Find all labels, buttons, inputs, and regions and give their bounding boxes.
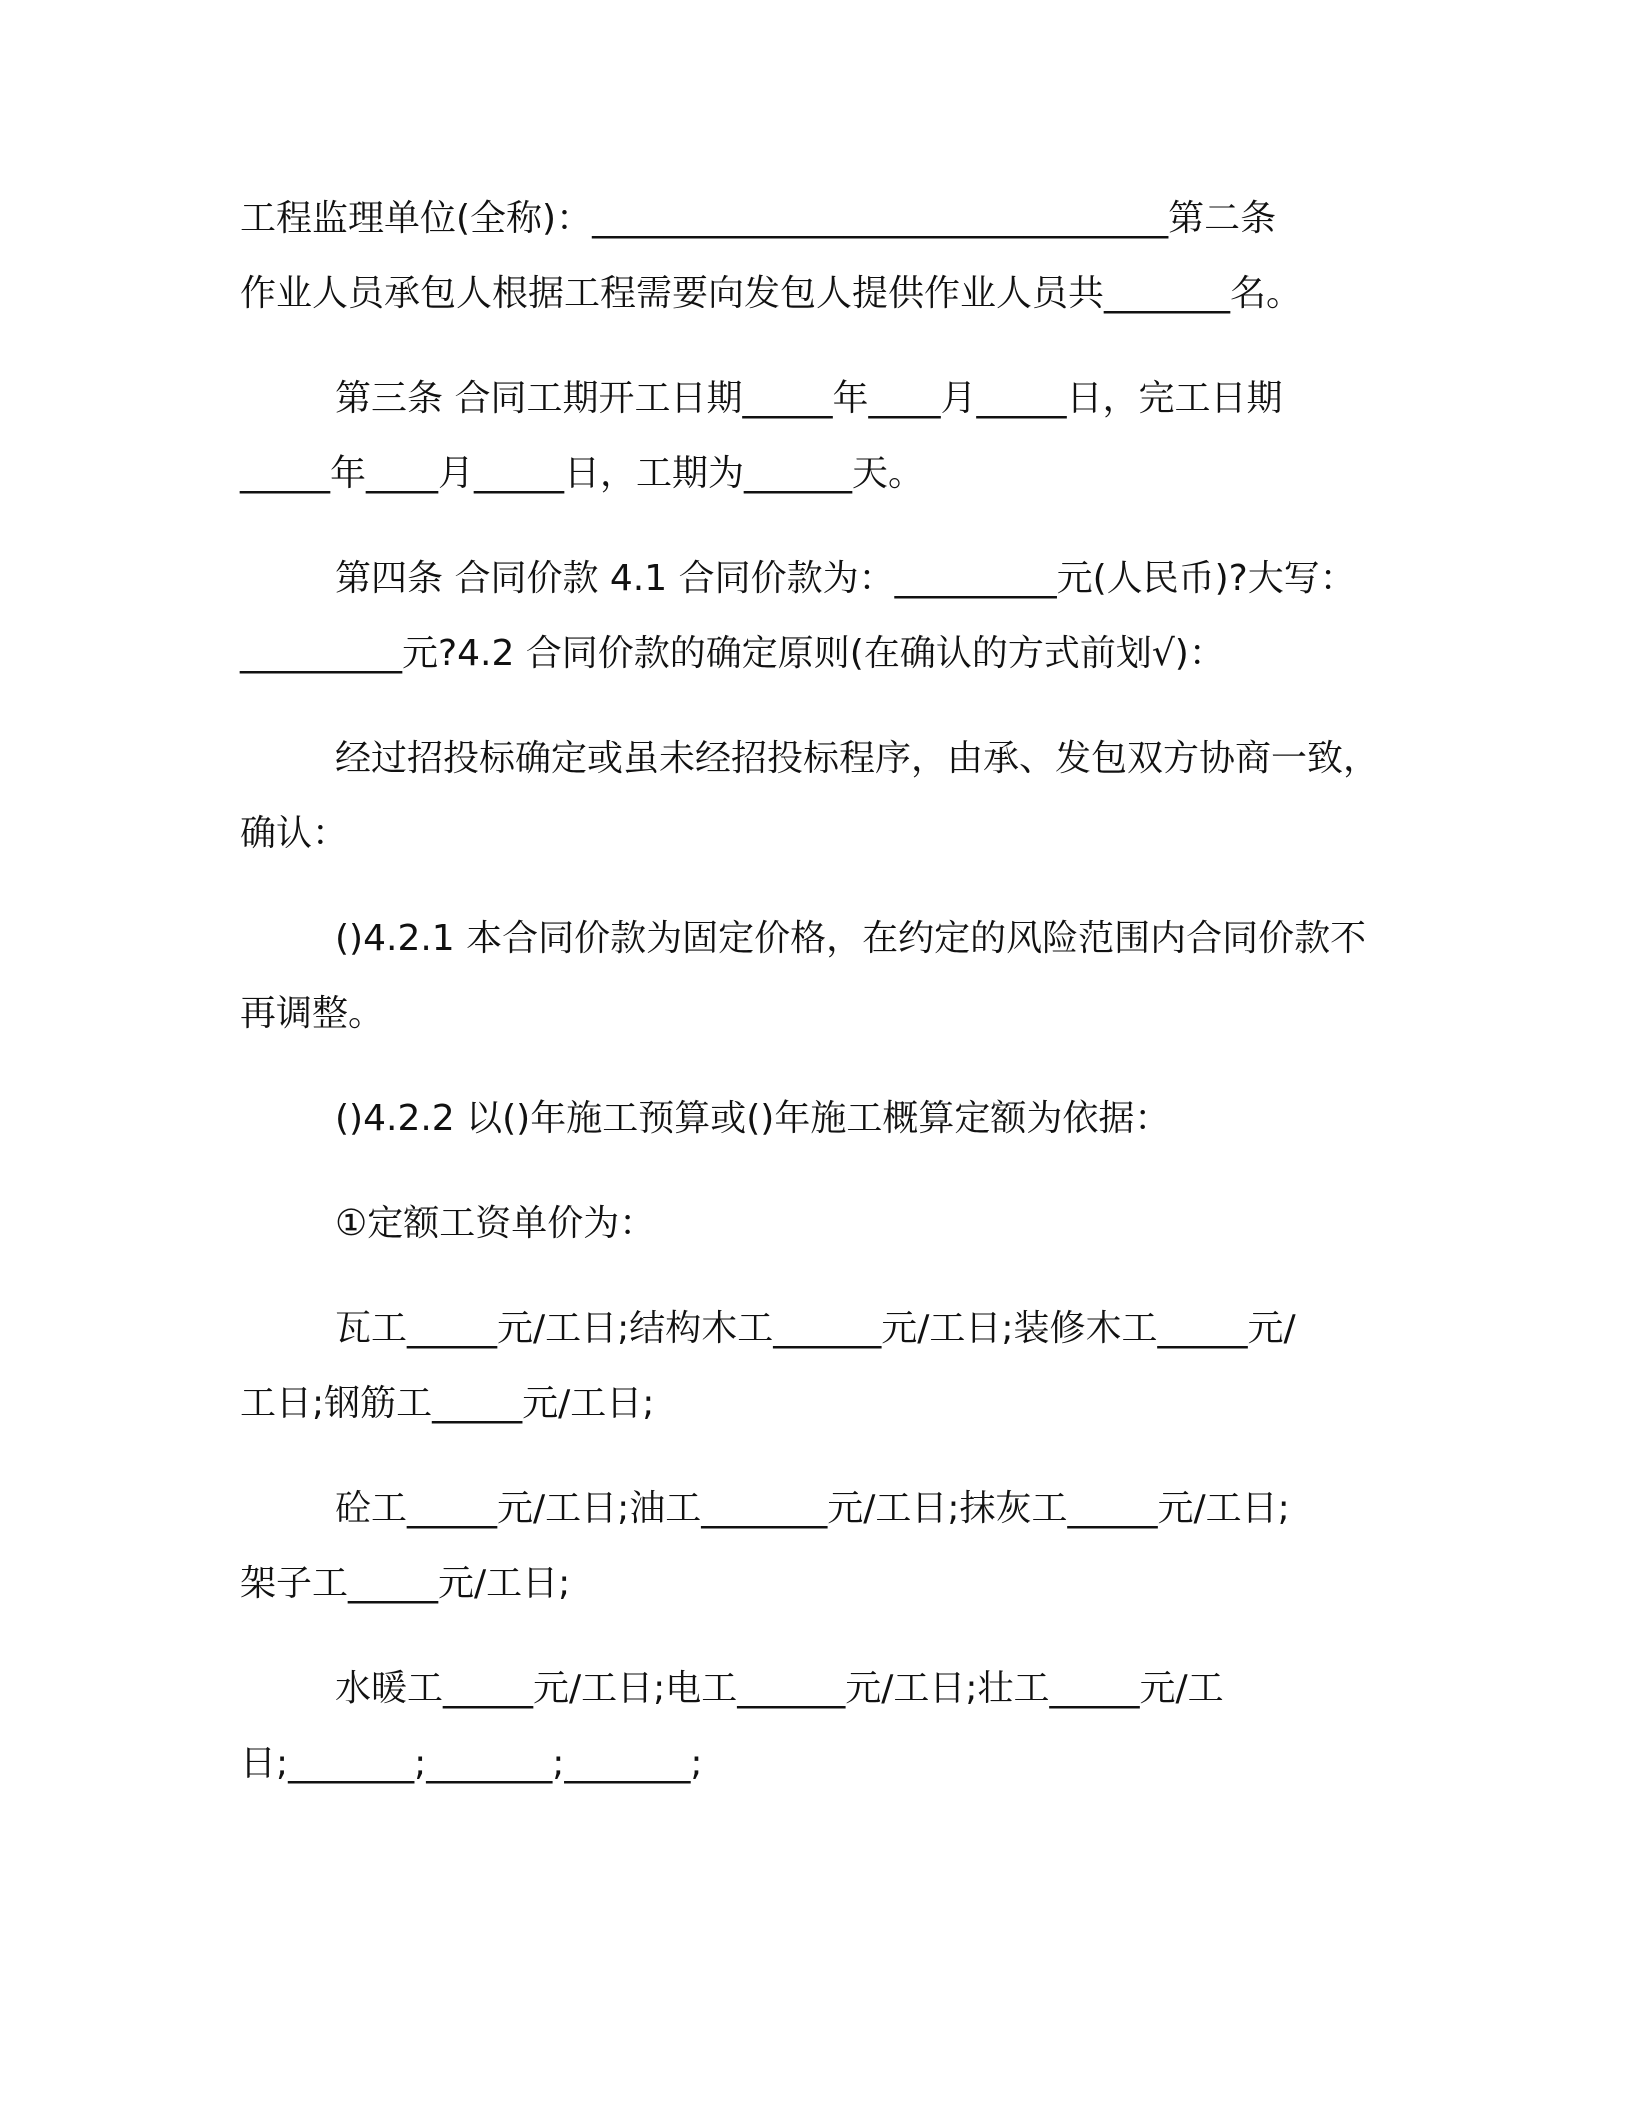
text-line-10: 再调整。 bbox=[240, 993, 385, 1034]
text-line-13: 瓦工_____元/工日;结构木工______元/工日;装修木工_____元/ bbox=[335, 1308, 1296, 1349]
text-line-17: 水暖工_____元/工日;电工______元/工日;壮工_____元/工 bbox=[335, 1668, 1224, 1709]
text-line-15: 砼工_____元/工日;油工_______元/工日;抹灰工_____元/工日; bbox=[335, 1488, 1290, 1529]
text-line-7: 经过招投标确定或虽未经招投标程序，由承、发包双方协商一致， bbox=[335, 738, 1380, 779]
text-line-2: 作业人员承包人根据工程需要向发包人提供作业人员共_______名。 bbox=[240, 273, 1303, 314]
text-line-8: 确认： bbox=[240, 813, 349, 854]
text-line-18: 日;_______;_______;_______; bbox=[240, 1743, 703, 1784]
text-line-12: ①定额工资单价为： bbox=[335, 1203, 656, 1244]
text-line-6: _________元?4.2 合同价款的确定原则(在确认的方式前划√)： bbox=[240, 633, 1225, 674]
text-line-16: 架子工_____元/工日; bbox=[240, 1563, 571, 1604]
text-line-5: 第四条 合同价款 4.1 合同价款为：_________元(人民币)?大写： bbox=[335, 558, 1356, 599]
text-line-4: _____年____月_____日，工期为______天。 bbox=[240, 453, 925, 494]
text-line-9: ()4.2.1 本合同价款为固定价格，在约定的风险范围内合同价款不 bbox=[335, 918, 1367, 959]
text-line-3: 第三条 合同工期开工日期_____年____月_____日，完工日期 bbox=[335, 378, 1283, 419]
text-line-14: 工日;钢筋工_____元/工日; bbox=[240, 1383, 655, 1424]
text-line-11: ()4.2.2 以()年施工预算或()年施工概算定额为依据： bbox=[335, 1098, 1171, 1139]
text-line-1: 工程监理单位(全称)：________________________________第二条 bbox=[240, 198, 1277, 239]
